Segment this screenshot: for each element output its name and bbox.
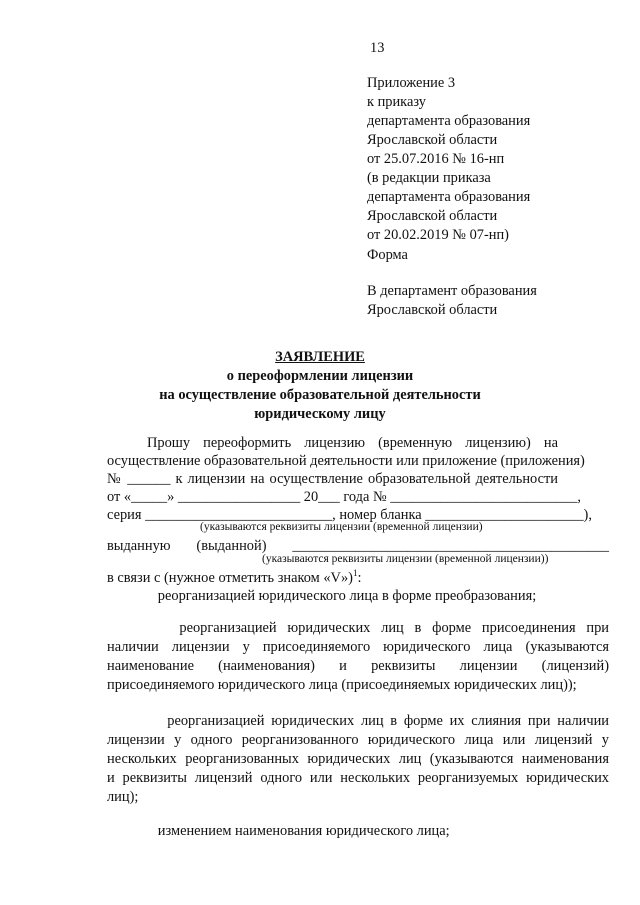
option-item xyxy=(107,712,609,807)
document-title xyxy=(90,348,550,424)
title-line: о переоформлении лицензии xyxy=(226,368,414,384)
option-text: и реквизиты лицензий одного или нескольких реорганизуемых юридических xyxy=(107,770,609,786)
option-item xyxy=(107,822,609,841)
field-hint: (указываются реквизиты лицензии (временной лицензии)) xyxy=(262,553,549,565)
option-text: наличии лицензии у присоединяемого юридического лица (указываются xyxy=(107,639,609,655)
page-number: 13 xyxy=(370,40,385,56)
request-text: : xyxy=(357,570,362,586)
appendix-line: Ярославской области xyxy=(367,132,498,148)
form-label: Форма xyxy=(367,247,408,263)
field-hint: (указываются реквизиты лицензии (временной лицензии) xyxy=(200,521,483,533)
option-text: лицензии у одного реорганизованного юридического лица или лицензий у xyxy=(107,732,609,748)
request-line xyxy=(107,569,558,588)
request-line: № ______ к лицензии на осуществление образовательной деятельности xyxy=(107,471,558,487)
request-line: выданную (выданной) ____________________________________________ xyxy=(107,538,609,554)
option-text: реорганизацией юридических лиц в форме их слияния при наличии xyxy=(167,713,610,729)
option-item xyxy=(107,619,609,695)
appendix-line: от 25.07.2016 № 16-нп xyxy=(367,151,505,167)
appendix-line: Приложение 3 xyxy=(367,75,456,91)
title-main: ЗАЯВЛЕНИЕ xyxy=(275,349,365,365)
addressee-line: В департамент образования xyxy=(367,283,537,299)
appendix-header xyxy=(367,74,617,245)
addressee xyxy=(367,282,537,320)
option-text: реорганизацией юридического лица в форме преобразования; xyxy=(157,588,537,604)
request-line: серия __________________________, номер бланка ______________________), xyxy=(107,507,592,523)
title-line: на осуществление образовательной деятельности xyxy=(159,387,481,403)
request-line: осуществление образовательной деятельности или приложение (приложения) xyxy=(107,453,585,469)
option-text: изменением наименования юридического лица; xyxy=(157,823,450,839)
request-line: Прошу переоформить лицензию (временную лицензию) на xyxy=(147,435,558,451)
option-text: реорганизацией юридических лиц в форме присоединения при xyxy=(179,620,610,636)
request-text: в связи с (нужное отметить знаком «V») xyxy=(107,570,353,586)
option-item xyxy=(107,587,609,606)
appendix-line: к приказу xyxy=(367,94,426,110)
option-text: присоединяемого юридического лица (присоединяемых юридических лиц)); xyxy=(107,677,577,693)
appendix-line: Ярославской области xyxy=(367,208,498,224)
appendix-line: от 20.02.2019 № 07-нп) xyxy=(367,227,509,243)
addressee-line: Ярославской области xyxy=(367,302,498,318)
option-text: лиц); xyxy=(107,789,139,805)
appendix-line: департамента образования xyxy=(367,189,531,205)
title-line: юридическому лицу xyxy=(254,406,386,422)
option-text: нескольких реорганизованных юридических лиц (указываются наименования xyxy=(107,751,609,767)
option-text: наименование (наименования) и реквизиты лицензии (лицензий) xyxy=(107,658,609,674)
appendix-line: (в редакции приказа xyxy=(367,170,491,186)
appendix-line: департамента образования xyxy=(367,113,531,129)
footnote-mark: 1 xyxy=(352,568,358,579)
request-line: от «_____» _________________ 20___ года № __________________________, xyxy=(107,489,581,505)
